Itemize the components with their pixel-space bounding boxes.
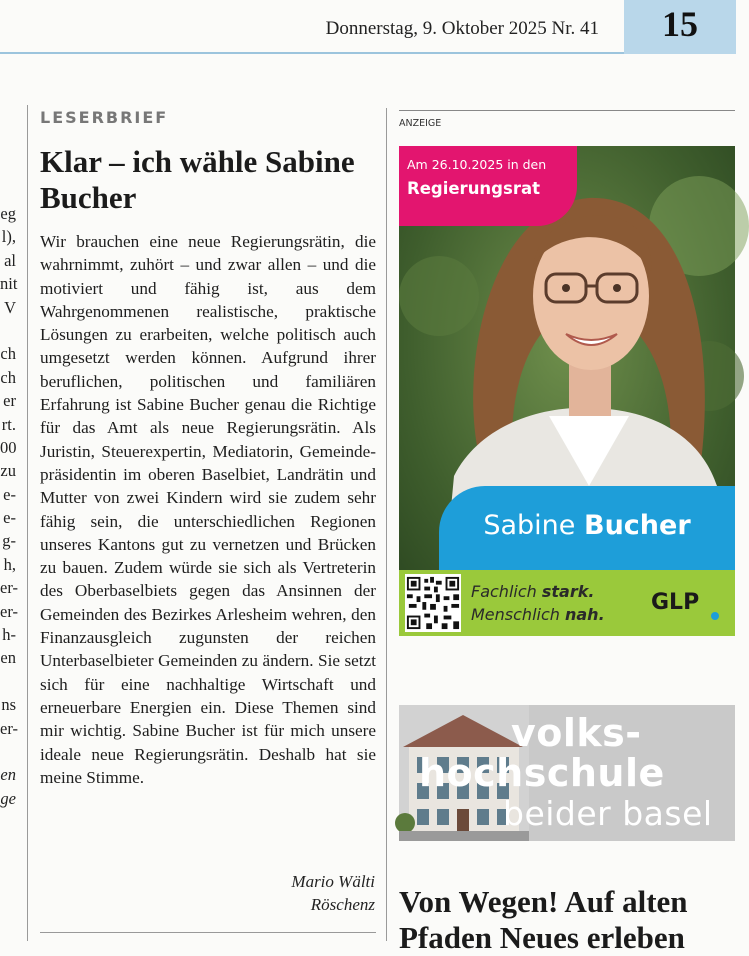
letter-signature: [200, 870, 375, 916]
fragment-line: rt.: [1, 414, 16, 434]
header-rule: [0, 52, 624, 54]
candidate-name: Sabine Bucher: [483, 510, 691, 541]
page-number-box: [624, 0, 736, 54]
fragment-line: V: [4, 297, 16, 317]
fragment-line: en: [0, 648, 16, 668]
fragment-line: er-: [0, 718, 18, 738]
fragment-line: er-: [0, 578, 18, 598]
fragment-line: [0, 740, 16, 763]
fragment-line: ge: [0, 788, 16, 808]
fragment-line: l),: [1, 227, 16, 247]
party-logo-dot-icon: [711, 612, 719, 620]
ad-label: ANZEIGE: [399, 118, 442, 129]
column-bottom-rule: [40, 932, 376, 933]
vhs-title-line-1: volks-: [511, 711, 642, 755]
fragment-line: [0, 670, 16, 693]
fragment-line: g-: [2, 531, 16, 551]
fragment-line: [0, 319, 16, 342]
page-number: 15: [662, 4, 698, 44]
ad-top-rule: [399, 110, 735, 111]
next-article-headline: Von Wegen! Auf alten Pfaden Neues erleben: [399, 884, 688, 955]
fragment-line: er-: [0, 601, 18, 621]
qr-code-icon[interactable]: [405, 574, 461, 632]
election-advertisement[interactable]: [399, 146, 735, 636]
fragment-line: en: [0, 765, 16, 785]
ad-slogan: Fachlich stark. Menschlich nah.: [471, 582, 605, 624]
author-town: Röschenz: [310, 895, 375, 914]
election-office: Regierungsrat: [407, 179, 540, 198]
vhs-title-line-3: beider basel: [503, 794, 713, 833]
column-divider-middle: [386, 108, 387, 941]
fragment-line: zu: [0, 461, 16, 481]
letter-headline: Klar – ich wähle Sabine Bucher: [40, 144, 355, 215]
fragment-line: e-: [3, 484, 16, 504]
election-date: Am 26.10.2025 in den: [407, 157, 547, 172]
fragment-line: h-: [2, 625, 16, 645]
fragment-line: ch: [0, 367, 16, 387]
previous-column-fragments: [0, 202, 16, 810]
fragment-line: e-: [3, 508, 16, 528]
fragment-line: ns: [1, 695, 16, 715]
fragment-line: nit: [0, 274, 18, 294]
fragment-line: er: [3, 391, 16, 411]
vhs-title-line-2: hochschule: [419, 751, 665, 795]
author-name: Mario Wälti: [291, 872, 375, 891]
column-divider-left: [27, 105, 28, 941]
vhs-banner[interactable]: [399, 705, 735, 841]
letter-body: Wir brauchen eine neue Regierungsrätin, die wahrnimmt, zuhört – und zwar allen – und die motiviert und fähig ist, aus dem Wahrgenommenen realistische, praktische Lösungen zu erarbeiten, welche politisch auch umgesetzt werden können. Aufgrund ihrer beruflichen, politischen und familiären Erfahrung ist Sabine Bucher genau die Richtige für das Amt als neue Regierungsrätin. Als Juristin, Steuerexpertin, Mediatorin, Gemeindepräsidentin im oberen Baselbiet, Landrätin und Mutter von zwei Kindern wird sie zudem sehr fähig sein, die unterschiedlichen Regionen unseres Kantons gut zu vernetzen und Brücken zu bauen. Zudem würde sie sich als Vertreterin des Oberbaselbiets gegen das Ansinnen der Gemeinden des Bezirkes Arlesheim wehren, den Finanzausgleich zugunsten der reichen Unterbaselbieter Gemeinden zu ändern. Sie setzt sich für eine nachhaltige Wirtschaft und erneuerbare Energien ein. Diese Themen sind mir wichtig. Sabine Bucher ist für mich unsere ideale neue Regierungsrätin. Deshalb hat sie meine Stimme.: [40, 232, 376, 787]
fragment-line: eg: [0, 204, 16, 223]
fragment-line: al: [4, 250, 16, 270]
party-logo: GLP: [651, 590, 700, 615]
fragment-line: h,: [3, 554, 16, 574]
issue-date: Donnerstag, 9. Oktober 2025 Nr. 41: [325, 18, 599, 39]
fragment-line: ch: [0, 344, 16, 364]
fragment-line: 00: [0, 437, 17, 457]
section-kicker: LESERBRIEF: [40, 108, 169, 127]
election-date-banner: [399, 146, 577, 226]
